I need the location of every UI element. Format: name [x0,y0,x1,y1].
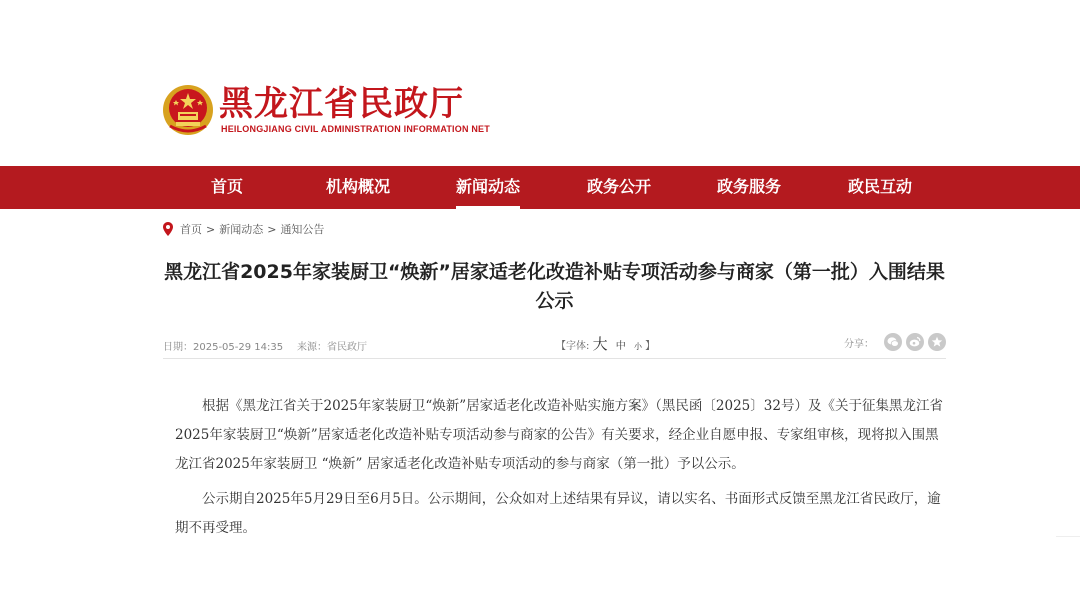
wechat-icon[interactable] [884,333,902,351]
page-edge-divider [1056,536,1080,567]
breadcrumb-separator: > [267,222,277,236]
nav-item-gov-services[interactable]: 政务服务 [717,177,782,196]
nav-item-news[interactable]: 新闻动态 [456,166,520,209]
breadcrumb-news[interactable]: 新闻动态 [219,223,264,236]
national-emblem-icon [162,84,214,136]
share-bar [844,333,946,351]
article-paragraph: 根据《黑龙江省关于2025年家装厨卫“焕新”居家适老化改造补贴实施方案》（黑民函〔2025〕32号）及《关于征集黑龙江省2025年家装厨卫“焕新”居家适老化改造补贴专项活动参与商家的公告》有关要求，经企业自愿申报、专家组审核，现将拟入围黑龙江省2025年家装厨卫 “焕新” 居家适老化改造补贴专项活动的参与商家（第一批）予以公示。 [175,398,943,472]
font-size-control [556,333,655,354]
site-subtitle: HEILONGJIANG CIVIL ADMINISTRATION INFORMATION NET [221,124,490,134]
article-paragraph: 公示期自2025年5月29日至6月5日。公示期间，公众如对上述结果有异议，请以实名、书面形式反馈至黑龙江省民政厅，逾期不再受理。 [175,491,941,536]
article-meta [163,332,946,359]
article-source: 来源：省民政厅 [297,342,367,353]
breadcrumb [163,221,324,237]
breadcrumb-notices[interactable]: 通知公告 [280,223,325,236]
article-title: 黑龙江省2025年家装厨卫“焕新”居家适老化改造补贴专项活动参与商家（第一批）入围结果公示 [164,261,945,312]
font-size-large-button[interactable]: 大 [592,335,608,353]
nav-item-home[interactable]: 首页 [211,177,244,196]
site-header [0,0,1080,166]
font-size-label: 【字体: [556,341,590,352]
weibo-icon[interactable] [906,333,924,351]
location-pin-icon [163,222,173,236]
article-date: 日期：2025-05-29 14:35 [163,342,284,353]
nav-item-interaction[interactable]: 政民互动 [848,177,913,196]
article-body [175,392,943,549]
star-icon[interactable] [928,333,946,351]
breadcrumb-home[interactable]: 首页 [180,223,202,236]
nav-item-gov-affairs-public[interactable]: 政务公开 [587,177,652,196]
site-name[interactable]: 黑龙江省民政厅 [219,84,464,124]
main-nav [0,166,1080,209]
breadcrumb-separator: > [206,222,216,236]
share-label: 分享： [844,338,874,350]
font-size-bracket: 】 [645,341,656,352]
font-size-small-button[interactable]: 小 [633,342,642,351]
nav-item-organization[interactable]: 机构概况 [326,177,391,196]
font-size-medium-button[interactable]: 中 [615,341,626,352]
